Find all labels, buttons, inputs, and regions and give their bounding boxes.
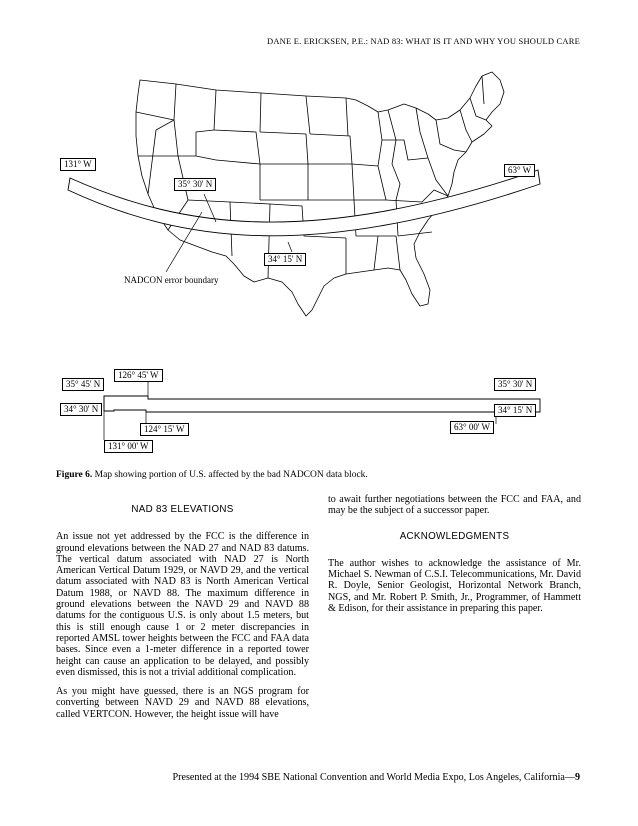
acknowledgments-paragraph: The author wishes to acknowledge the assistance of Mr. Michael S. Newman of C.S.I. Telecommunications, Mr. David R. Doyle, Senior Geologist, Horizontal Network Branch, NGS, and Mr. Robert P. Smith, Jr., Programmer, of Hammett & Edison, for their assistance in preparing this paper. xyxy=(328,557,581,615)
figure-caption-text: Map showing portion of U.S. affected by the bad NADCON data block. xyxy=(92,470,368,480)
heading-acknowledgments: ACKNOWLEDGMENTS xyxy=(399,530,510,542)
label-35-30n-right: 35° 30' N xyxy=(494,378,536,391)
boundary-diagram xyxy=(56,366,546,458)
leader-line-south xyxy=(288,242,292,252)
us-map-figure xyxy=(56,60,546,350)
boundary-polygon xyxy=(104,396,540,412)
elevations-paragraph-2: As you might have guessed, there is an NGS program for converting between NAVD 29 and NAVD 88 elevations, called VERTCON. However, the height issue will have xyxy=(56,686,309,720)
label-34-15n-right: 34° 15' N xyxy=(494,404,536,417)
running-head: DANE E. ERICKSEN, P.E.: NAD 83: WHAT IS IT AND WHY YOU SHOULD CARE xyxy=(267,36,580,46)
heading-nad83-elevations: NAD 83 ELEVATIONS xyxy=(131,504,234,515)
nadcon-error-band xyxy=(68,170,540,236)
label-63w: 63° W xyxy=(504,164,535,177)
label-124-15w: 124° 15' W xyxy=(140,423,189,436)
elevations-paragraph-1: An issue not yet addressed by the FCC is the difference in ground elevations between the NAD 27 and NAD 83 datums. The vertical datum associated with NAD 27 is North American Vertical Datum 1929, or NAVD 29, and the vertical datum associated with NAD 83 is North American Vertical Datum 1988, or NAVD 88. The maximum difference in ground elevations between the NAVD 29 and NAVD 88 datums for the contiguous U.S. is only about 1.5 meters, but this is still enough cause 1 or 2 meter discrepancies in reported AMSL tower heights between the FCC and FAA data bases. Since even a 1-meter difference in a reported tower height can cause an application to be delayed, and possibly even dismissed, this is not a trivial additional complication. xyxy=(56,531,309,678)
page-footer xyxy=(173,772,580,783)
page-number: 9 xyxy=(574,772,580,783)
label-nadcon-boundary: NADCON error boundary xyxy=(124,275,219,285)
us-map xyxy=(56,60,546,350)
label-34-30n: 34° 30' N xyxy=(60,403,102,416)
label-131-00w: 131° 00' W xyxy=(104,440,153,453)
figure-number: Figure 6. xyxy=(56,470,93,480)
label-35-30n: 35° 30' N xyxy=(174,178,216,191)
label-35-45n: 35° 45' N xyxy=(62,378,104,391)
label-131w: 131° W xyxy=(60,158,96,171)
label-34-15n: 34° 15' N xyxy=(264,253,306,266)
left-column xyxy=(56,494,309,728)
footer-text: Presented at the 1994 SBE National Convention and World Media Expo, Los Angeles, California— xyxy=(172,772,575,783)
label-63-00w: 63° 00' W xyxy=(450,421,494,434)
figure-caption xyxy=(56,470,582,480)
label-126-45w: 126° 45' W xyxy=(114,369,163,382)
elevations-continued: to await further negotiations between the FCC and FAA, and may be the subject of a successor paper. xyxy=(328,494,581,517)
right-column xyxy=(328,494,581,622)
